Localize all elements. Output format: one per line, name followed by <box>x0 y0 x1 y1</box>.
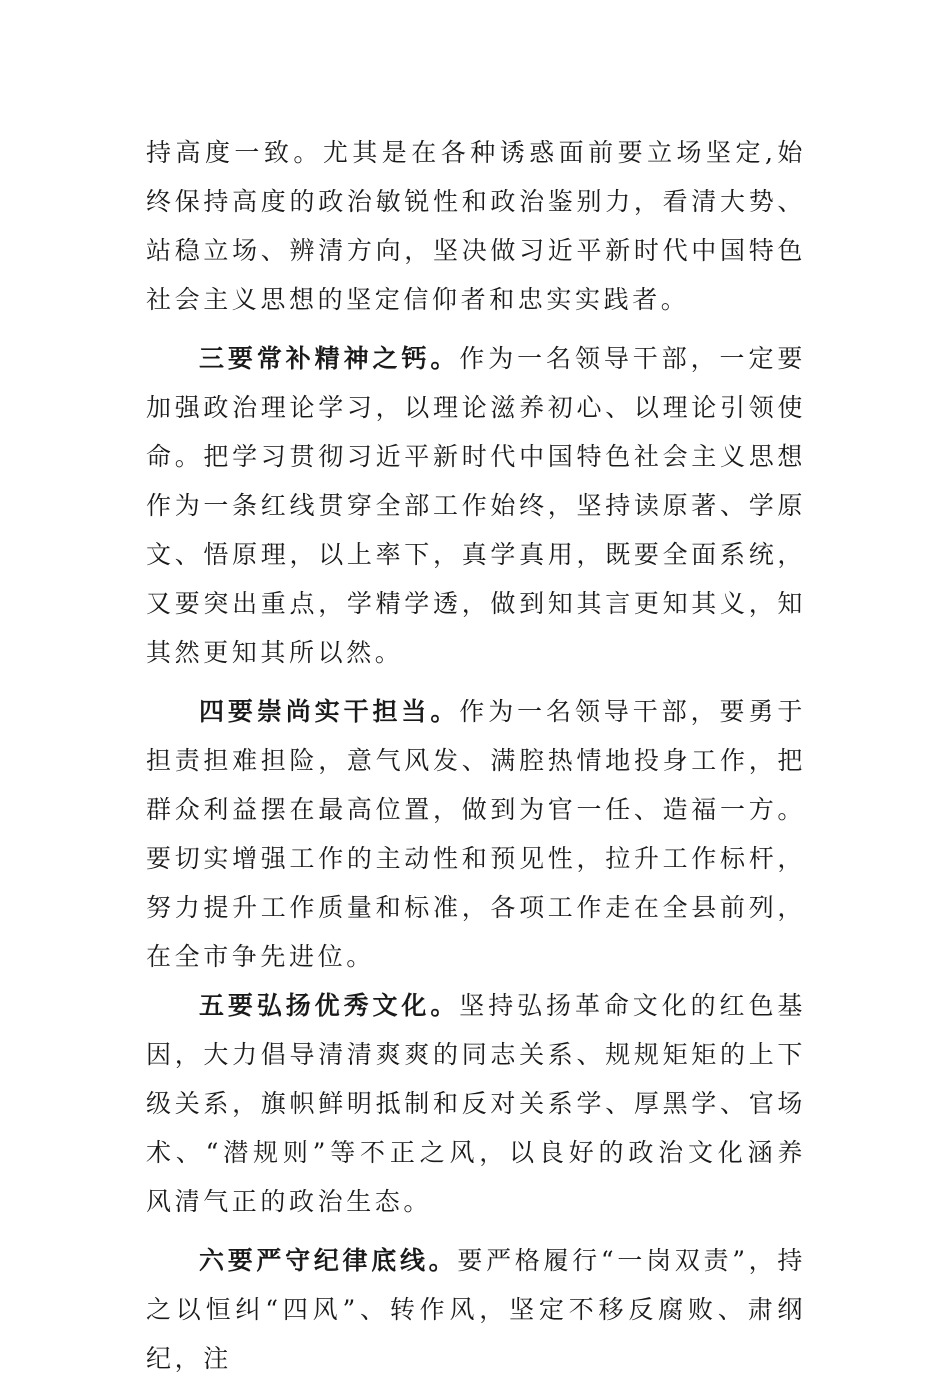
document-body <box>146 128 806 1383</box>
paragraph-point-four <box>146 687 806 981</box>
paragraph-text: 作为一名领导干部，要勇于担责担难担险，意气风发、满腔热情地投身工作，把群众利益摆在最高位置，做到为官一任、造福一方。要切实增强工作的主动性和预见性，拉升工作标杆，努力提升工作质量和标准，各项工作走在全县前列，在全市争先进位。 <box>146 697 806 971</box>
paragraph-point-five <box>146 981 806 1226</box>
paragraph-continuation <box>146 128 806 324</box>
paragraph-lead-heading: 三要常补精神之钙。 <box>199 344 460 373</box>
paragraph-text: 坚持弘扬革命文化的红色基因，大力倡导清清爽爽的同志关系、规规矩矩的上下级关系，旗帜鲜明抵制和反对关系学、厚黑学、官场术、“潜规则”等不正之风，以良好的政治文化涵养风清气正的政治生态。 <box>146 991 806 1216</box>
paragraph-lead-heading: 五要弘扬优秀文化。 <box>199 991 460 1020</box>
paragraph-lead-heading: 六要严守纪律底线。 <box>199 1246 458 1275</box>
paragraph-point-three <box>146 334 806 677</box>
paragraph-text: 作为一名领导干部，一定要加强政治理论学习，以理论滋养初心、以理论引领使命。把学习贯彻习近平新时代中国特色社会主义思想作为一条红线贯穿全部工作始终，坚持读原著、学原文、悟原理，以上率下，真学真用，既要全面系统，又要突出重点，学精学透，做到知其言更知其义，知其然更知其所以然。 <box>146 344 806 667</box>
paragraph-text: 持高度一致。尤其是在各种诱惑面前要立场坚定,始终保持高度的政治敏锐性和政治鉴别力，看清大势、站稳立场、辨清方向，坚决做习近平新时代中国特色社会主义思想的坚定信仰者和忠实实践者。 <box>146 138 806 314</box>
paragraph-text: 要严格履行“一岗双责”，持之以恒纠“四风”、转作风，坚定不移反腐败、肃纲纪，注 <box>146 1246 806 1373</box>
paragraph-point-six <box>146 1236 806 1383</box>
paragraph-lead-heading: 四要崇尚实干担当。 <box>199 697 460 726</box>
